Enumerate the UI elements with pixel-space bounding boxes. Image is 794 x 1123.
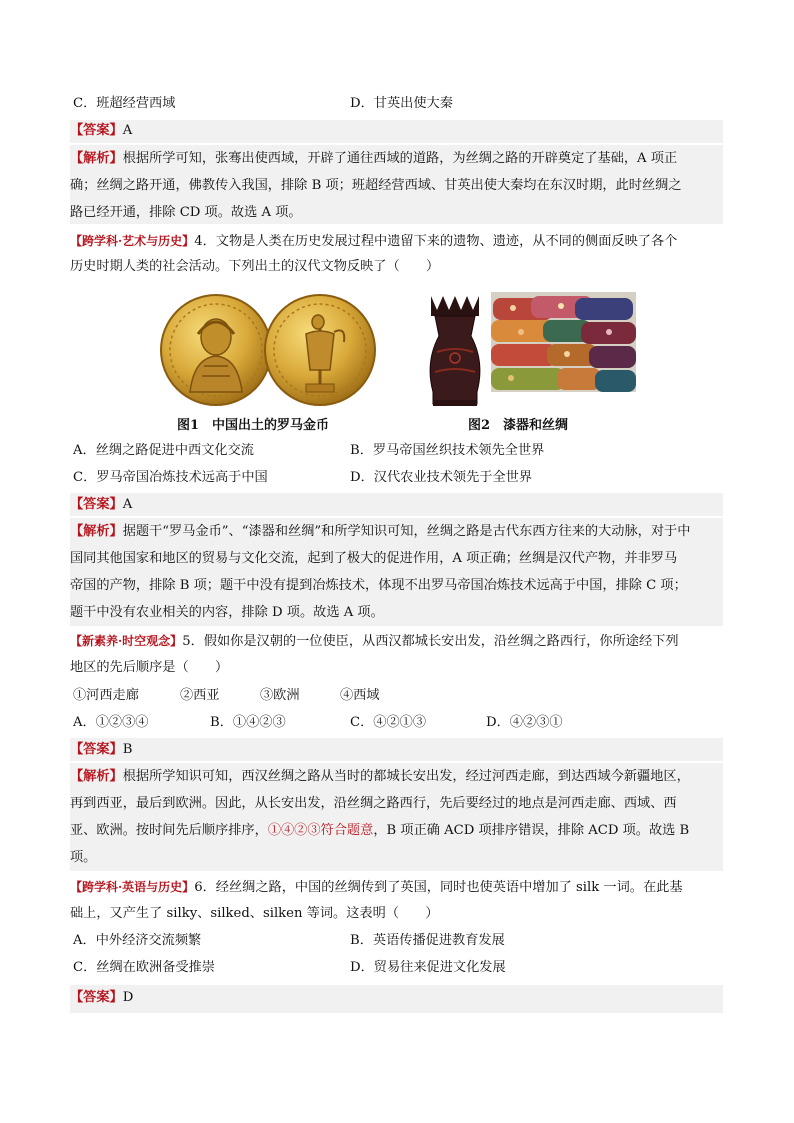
q5-item-2: ②西亚 xyxy=(180,688,220,703)
answer-value: B xyxy=(122,742,133,757)
q4-stem-line-1: 【跨学科·艺术与历史】4．文物是人类在历史发展过程中遗留下来的遗物、遗迹，从不同的侧面反映了各个 xyxy=(70,234,678,249)
highlighted-order: ①④②③符合题意 xyxy=(267,823,374,838)
q5-analysis-line-4: 项。 xyxy=(70,850,97,865)
q6-option-b: B．英语传播促进教育发展 xyxy=(350,933,505,948)
answer-tag: 【答案】 xyxy=(70,990,123,1005)
q6-option-a: A．中外经济交流频繁 xyxy=(73,933,202,948)
answer-shade xyxy=(70,493,723,516)
answer-shade xyxy=(70,120,723,143)
q5-option-d: D．④②③① xyxy=(486,715,563,730)
answer-tag: 【答案】 xyxy=(70,123,123,138)
q6-stem-line-1: 【跨学科·英语与历史】6．经丝绸之路，中国的丝绸传到了英国，同时也使英语中增加了 silk 一词。在此基 xyxy=(70,880,683,895)
answer-value: D xyxy=(122,990,134,1005)
q5-stem-line-1: 【新素养·时空观念】5．假如你是汉朝的一位使臣，从西汉都城长安出发，沿丝绸之路西行，你所途经下列 xyxy=(70,634,679,649)
q5-item-4: ④西域 xyxy=(340,688,380,703)
q4-analysis-line-1: 【解析】据题干“罗马金币”、“漆器和丝绸”和所学知识可知，丝绸之路是古代东西方往来的大动脉，对于中 xyxy=(70,524,691,539)
q6-answer xyxy=(70,989,133,1007)
analysis-tag: 【解析】 xyxy=(70,524,123,539)
q4-option-b: B．罗马帝国丝织技术领先全世界 xyxy=(350,443,545,458)
roman-gold-coin-image xyxy=(158,292,378,412)
q4-analysis-line-4: 题干中没有农业相关的内容，排除 D 项。故选 A 项。 xyxy=(70,605,384,620)
q3-analysis-line-3: 路已经开通，排除 CD 项。故选 A 项。 xyxy=(70,205,302,220)
analysis-tag: 【解析】 xyxy=(70,769,123,784)
q4-analysis-line-2: 国同其他国家和地区的贸易与文化交流，起到了极大的促进作用，A 项正确；丝绸是汉代产物，并非罗马 xyxy=(70,551,678,566)
q5-item-1: ①河西走廊 xyxy=(73,688,139,703)
q5-option-c: C．④②①③ xyxy=(350,715,427,730)
q4-answer xyxy=(70,496,132,514)
q6-stem-line-2: 础上，又产生了 silky、silked、silken 等词。这表明（ ） xyxy=(70,906,439,921)
q6-option-c: C．丝绸在欧洲备受推崇 xyxy=(73,960,215,975)
q5-analysis-line-2: 再到西亚，最后到欧洲。因此，从长安出发，沿丝绸之路西行，先后要经过的地点是河西走廊、西域、西 xyxy=(70,796,677,811)
q5-answer xyxy=(70,741,132,759)
answer-value: A xyxy=(122,123,133,138)
figure-2-lacquer-silk xyxy=(425,292,640,414)
answer-shade xyxy=(70,985,723,1013)
q4-stem-line-2: 历史时期人类的社会活动。下列出土的汉代文物反映了（ ） xyxy=(70,259,440,274)
q3-option-d: D．甘英出使大秦 xyxy=(350,96,453,111)
answer-tag: 【答案】 xyxy=(70,742,123,757)
q4-tag: 【跨学科·艺术与历史】 xyxy=(70,234,195,248)
q4-analysis-line-3: 帝国的产物，排除 B 项；题干中没有提到冶炼技术，体现不出罗马帝国冶炼技术远高于中国，排除 C 项； xyxy=(70,578,687,593)
q5-option-b: B．①④②③ xyxy=(210,715,286,730)
q5-option-a: A．①②③④ xyxy=(73,715,149,730)
figure-2-caption: 图2 漆器和丝绸 xyxy=(468,418,569,433)
figure-1-caption: 图1 中国出土的罗马金币 xyxy=(177,418,330,433)
q6-tag: 【跨学科·英语与历史】 xyxy=(70,880,195,894)
q4-option-a: A．丝绸之路促进中西文化交流 xyxy=(73,443,254,458)
q4-option-d: D．汉代农业技术领先于全世界 xyxy=(350,470,533,485)
q6-option-d: D．贸易往来促进文化发展 xyxy=(350,960,506,975)
q5-stem-line-2: 地区的先后顺序是（ ） xyxy=(70,660,229,675)
analysis-tag: 【解析】 xyxy=(70,151,123,166)
q4-option-c: C．罗马帝国冶炼技术远高于中国 xyxy=(73,470,268,485)
q3-analysis-line-1: 【解析】根据所学可知，张骞出使西域，开辟了通往西域的道路，为丝绸之路的开辟奠定了基础，A 项正 xyxy=(70,151,678,166)
answer-tag: 【答案】 xyxy=(70,497,123,512)
answer-shade xyxy=(70,738,723,761)
answer-value: A xyxy=(122,497,133,512)
q5-tag: 【新素养·时空观念】 xyxy=(70,634,183,648)
q5-analysis-line-3: 亚、欧洲。按时间先后顺序排序，①④②③符合题意，B 项正确 ACD 项排序错误，排除 ACD 项。故选 B xyxy=(70,823,690,838)
q5-item-3: ③欧洲 xyxy=(260,688,300,703)
q3-analysis-line-2: 确；丝绸之路开通，佛教传入我国，排除 B 项；班超经营西域、甘英出使大秦均在东汉时期，此时丝绸之 xyxy=(70,178,682,193)
q3-answer xyxy=(70,122,132,140)
q3-option-c: C．班超经营西域 xyxy=(73,96,176,111)
silk-rolls-image xyxy=(491,292,636,392)
figure-1-roman-coins xyxy=(158,292,378,412)
q5-analysis-line-1: 【解析】根据所学知识可知，西汉丝绸之路从当时的都城长安出发，经过河西走廊，到达西域今新疆地区， xyxy=(70,769,690,784)
